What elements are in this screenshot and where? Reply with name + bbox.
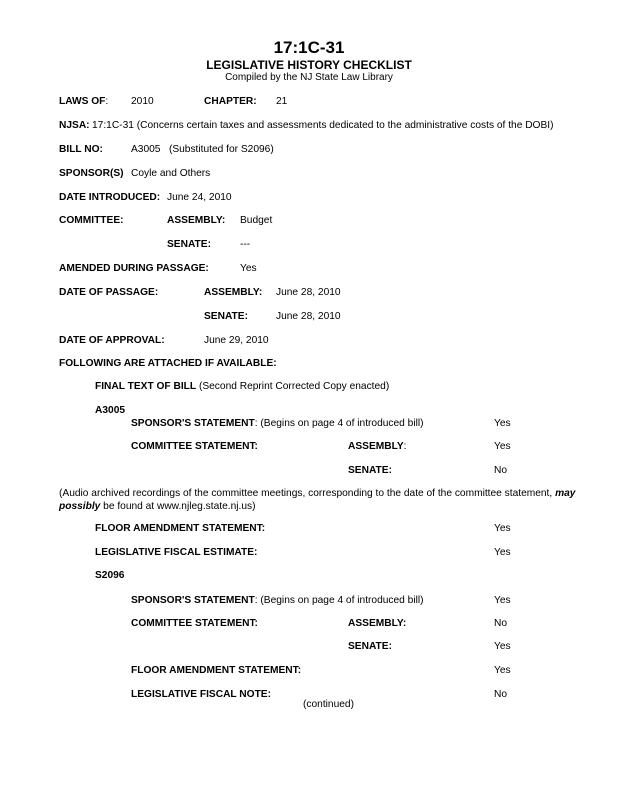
s2096-floor-amendment-value: Yes [494,665,511,676]
laws-of-value: 2010 [131,96,154,107]
date-of-approval-value: June 29, 2010 [204,335,269,346]
passage-senate-value: June 28, 2010 [276,311,341,322]
s2096-fiscal-note-label: LEGISLATIVE FISCAL NOTE: [131,689,271,700]
s2096-floor-amendment-label: FLOOR AMENDMENT STATEMENT: [131,665,302,676]
a3005-senate-value: No [494,465,508,476]
committee-senate-value: --- [240,239,251,250]
bill-no-label: BILL NO: [59,144,103,155]
chapter-label: CHAPTER: [204,96,257,107]
a3005-senate-label: SENATE: [348,465,392,476]
s2096-fiscal-note-value: No [494,689,508,700]
laws-of-label: LAWS OF: [59,96,109,107]
a3005-sponsor-statement: SPONSOR'S STATEMENT: (Begins on page 4 of introduced bill) [131,418,424,429]
audio-archive-note: (Audio archived recordings of the committee meetings, corresponding to the date of the committee statement, may possibly be found at www.njleg.state.nj.us) [59,488,576,512]
date-of-approval-label: DATE OF APPROVAL: [59,335,165,346]
committee-assembly-label: ASSEMBLY: [167,215,226,226]
attached-heading: FOLLOWING ARE ATTACHED IF AVAILABLE: [59,358,277,369]
page-subtitle: LEGISLATIVE HISTORY CHECKLIST [206,58,412,72]
a3005-assembly-value: Yes [494,441,511,452]
passage-senate-label: SENATE: [204,311,248,322]
passage-assembly-value: June 28, 2010 [276,287,341,298]
date-of-passage-label: DATE OF PASSAGE: [59,287,159,298]
a3005-sponsor-statement-value: Yes [494,418,511,429]
fiscal-estimate-value: Yes [494,547,511,558]
njsa-label: NJSA: [59,120,90,131]
fiscal-estimate-label: LEGISLATIVE FISCAL ESTIMATE: [95,547,258,558]
s2096-assembly-value: No [494,618,508,629]
committee-senate-label: SENATE: [167,239,211,250]
passage-assembly-label: ASSEMBLY: [204,287,263,298]
committee-assembly-value: Budget [240,215,273,226]
final-text-line [95,381,389,393]
final-text-label: FINAL TEXT OF BILL [95,381,197,392]
s2096-senate-value: Yes [494,641,511,652]
date-introduced-label: DATE INTRODUCED: [59,192,161,203]
amended-label: AMENDED DURING PASSAGE: [59,263,209,274]
bill-no-value: A3005 (Substituted for S2096) [131,144,274,155]
page-title: 17:1C-31 [273,38,345,57]
continued-note: (continued) [303,699,354,710]
final-text-note: (Second Reprint Corrected Copy enacted) [196,381,390,392]
s2096-sponsor-statement: SPONSOR'S STATEMENT: (Begins on page 4 of introduced bill) [131,595,424,606]
s2096-sponsor-statement-value: Yes [494,595,511,606]
floor-amendment-label: FLOOR AMENDMENT STATEMENT: [95,523,266,534]
s2096-senate-label: SENATE: [348,641,392,652]
compiled-by: Compiled by the NJ State Law Library [225,72,393,83]
committee-label: COMMITTEE: [59,215,124,226]
s2096-label: S2096 [95,570,125,581]
a3005-label: A3005 [95,405,126,416]
amended-value: Yes [240,263,257,274]
sponsors-label: SPONSOR(S) [59,168,124,179]
sponsors-value: Coyle and Others [131,168,211,179]
s2096-committee-statement-label: COMMITTEE STATEMENT: [131,618,258,629]
chapter-value: 21 [276,96,288,107]
floor-amendment-value: Yes [494,523,511,534]
date-introduced-value: June 24, 2010 [167,192,232,203]
a3005-committee-statement-label: COMMITTEE STATEMENT: [131,441,258,452]
a3005-assembly-label: ASSEMBLY: [348,441,407,452]
njsa-value: 17:1C-31 (Concerns certain taxes and assessments dedicated to the administrative costs of the DOBI) [92,120,554,131]
s2096-assembly-label: ASSEMBLY: [348,618,407,629]
